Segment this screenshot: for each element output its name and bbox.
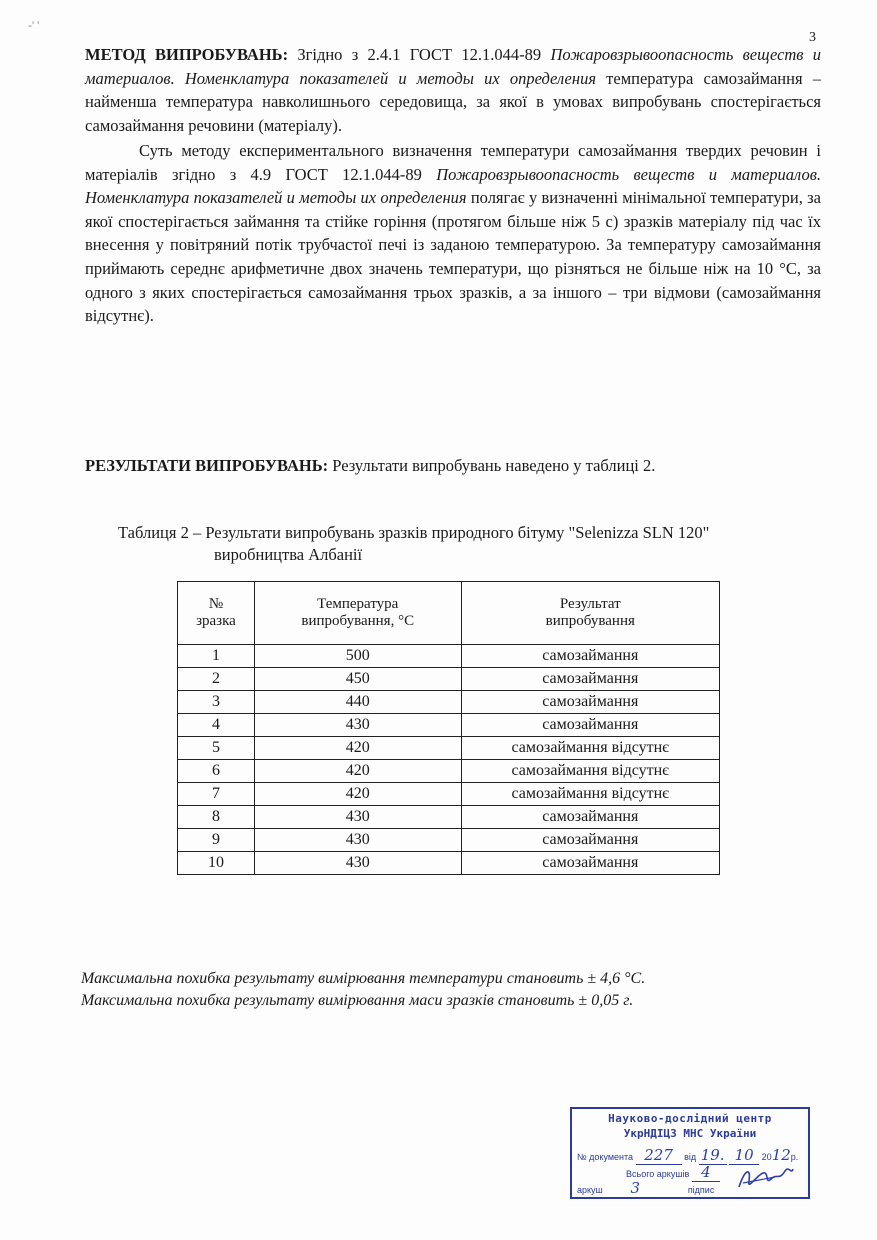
cell-result: самозаймання відсутнє bbox=[461, 760, 719, 783]
method-p1-text-a: Згідно з 2.4.1 ГОСТ 12.1.044-89 bbox=[288, 45, 551, 64]
page-number: 3 bbox=[809, 30, 816, 45]
method-paragraph bbox=[85, 43, 821, 137]
method-p1-text-b: температура самозаймання – найменша температура навколишнього середовища, за якої в умовах випробувань спостерігається самозаймання речовини (матеріалу). bbox=[85, 68, 821, 135]
header-sample-number: № зразка bbox=[178, 582, 255, 645]
cell-result: самозаймання відсутнє bbox=[461, 737, 719, 760]
margin-marks: -' ' bbox=[28, 18, 40, 32]
cell-result: самозаймання bbox=[461, 852, 719, 875]
cell-temperature: 420 bbox=[254, 737, 461, 760]
registration-stamp bbox=[570, 1107, 810, 1199]
cell-temperature: 430 bbox=[254, 714, 461, 737]
handwritten-signature bbox=[735, 1161, 795, 1195]
method-p2-text-a: Суть методу експериментального визначення температури самозаймання твердих речовин і матеріалів згідно з 4.9 ГОСТ 12.1.044-89 bbox=[85, 141, 821, 184]
method-heading: МЕТОД ВИПРОБУВАНЬ: bbox=[85, 45, 289, 64]
table-row bbox=[178, 737, 720, 760]
cell-result: самозаймання bbox=[461, 691, 719, 714]
stamp-date-year: 12 bbox=[771, 1146, 791, 1164]
cell-result: самозаймання bbox=[461, 829, 719, 852]
cell-sample-number: 2 bbox=[178, 668, 255, 691]
cell-sample-number: 3 bbox=[178, 691, 255, 714]
cell-sample-number: 5 bbox=[178, 737, 255, 760]
cell-result: самозаймання bbox=[461, 668, 719, 691]
table-row bbox=[178, 783, 720, 806]
table-caption-line2: виробництва Албанії bbox=[214, 545, 363, 564]
cell-temperature: 430 bbox=[254, 829, 461, 852]
results-heading: РЕЗУЛЬТАТИ ВИПРОБУВАНЬ: bbox=[85, 456, 329, 475]
results-table bbox=[177, 581, 720, 875]
cell-temperature: 420 bbox=[254, 783, 461, 806]
table-row bbox=[178, 714, 720, 737]
stamp-doc-number: 227 bbox=[636, 1146, 682, 1165]
standard-title: Пожаровзрывоопасность веществ и материалов. Номенклатура показателей и методы их определения bbox=[85, 45, 822, 88]
table-row bbox=[178, 829, 720, 852]
stamp-date-suffix: р. bbox=[790, 1152, 799, 1162]
cell-temperature: 450 bbox=[254, 668, 461, 691]
stamp-date-day: 19. bbox=[699, 1146, 727, 1165]
stamp-org-line2: УкрНДІЦЗ МНС України bbox=[623, 1127, 757, 1140]
cell-sample-number: 7 bbox=[178, 783, 255, 806]
cell-temperature: 500 bbox=[254, 645, 461, 668]
table-caption bbox=[118, 522, 818, 566]
method-p2-text-b: полягає у визначенні мінімальної температури, за якої спостерігається займання та стійке горіння (протягом більше ніж 5 с) зразків матеріалу під час їх внесення у повітряний потік трубчастої печі із заданою температурою. За температуру самозаймання приймають середнє арифметичне двох значень температури, що різняться не більше ніж на 10 °С, за одного з яких спостерігається самозаймання трьох зразків, а за іншого – три відмови (самозаймання відсутнє). bbox=[85, 188, 821, 326]
note-temperature-error: Максимальна похибка результату вимірювання температури становить ± 4,6 °С. bbox=[81, 970, 646, 987]
stamp-from-label: від bbox=[684, 1152, 697, 1162]
cell-result: самозаймання відсутнє bbox=[461, 783, 719, 806]
cell-sample-number: 10 bbox=[178, 852, 255, 875]
table-caption-line1: Таблиця 2 – Результати випробувань зразків природного бітуму "Selenizza SLN 120" bbox=[118, 523, 710, 542]
results-paragraph bbox=[85, 456, 655, 476]
header-temperature: Температура випробування, °С bbox=[254, 582, 461, 645]
cell-sample-number: 9 bbox=[178, 829, 255, 852]
stamp-sheet: 3 bbox=[605, 1179, 665, 1198]
table-row bbox=[178, 806, 720, 829]
table-row bbox=[178, 668, 720, 691]
note-mass-error: Максимальна похибка результату вимірювання маси зразків становить ± 0,05 г. bbox=[81, 992, 634, 1009]
cell-result: самозаймання bbox=[461, 806, 719, 829]
table-row bbox=[178, 760, 720, 783]
cell-sample-number: 4 bbox=[178, 714, 255, 737]
standard-title-2: Пожаровзрывоопасность веществ и материалов. Номенклатура показателей и методы их определения bbox=[85, 164, 821, 208]
cell-temperature: 420 bbox=[254, 760, 461, 783]
stamp-sheet-label: аркуш bbox=[577, 1185, 603, 1195]
stamp-total-sheets: 4 bbox=[692, 1163, 720, 1182]
cell-sample-number: 6 bbox=[178, 760, 255, 783]
stamp-year-prefix: 20 bbox=[761, 1152, 772, 1162]
table-row bbox=[178, 645, 720, 668]
method-essence-paragraph bbox=[85, 139, 821, 328]
table-row bbox=[178, 852, 720, 875]
cell-temperature: 440 bbox=[254, 691, 461, 714]
cell-result: самозаймання bbox=[461, 714, 719, 737]
cell-sample-number: 8 bbox=[178, 806, 255, 829]
stamp-signature-label: підпис bbox=[687, 1185, 715, 1195]
cell-sample-number: 1 bbox=[178, 645, 255, 668]
error-notes bbox=[81, 968, 841, 1012]
cell-temperature: 430 bbox=[254, 806, 461, 829]
table-row bbox=[178, 691, 720, 714]
stamp-doc-label: № документа bbox=[577, 1152, 634, 1162]
stamp-date-month: 10 bbox=[729, 1146, 759, 1165]
header-result: Результат випробування bbox=[461, 582, 719, 645]
cell-result: самозаймання bbox=[461, 645, 719, 668]
stamp-total-sheets-label: Всього аркушів bbox=[626, 1169, 690, 1179]
results-text: Результати випробувань наведено у таблиці 2. bbox=[328, 456, 656, 475]
cell-temperature: 430 bbox=[254, 852, 461, 875]
stamp-org-line1: Науково-дослідний центр bbox=[608, 1112, 772, 1125]
